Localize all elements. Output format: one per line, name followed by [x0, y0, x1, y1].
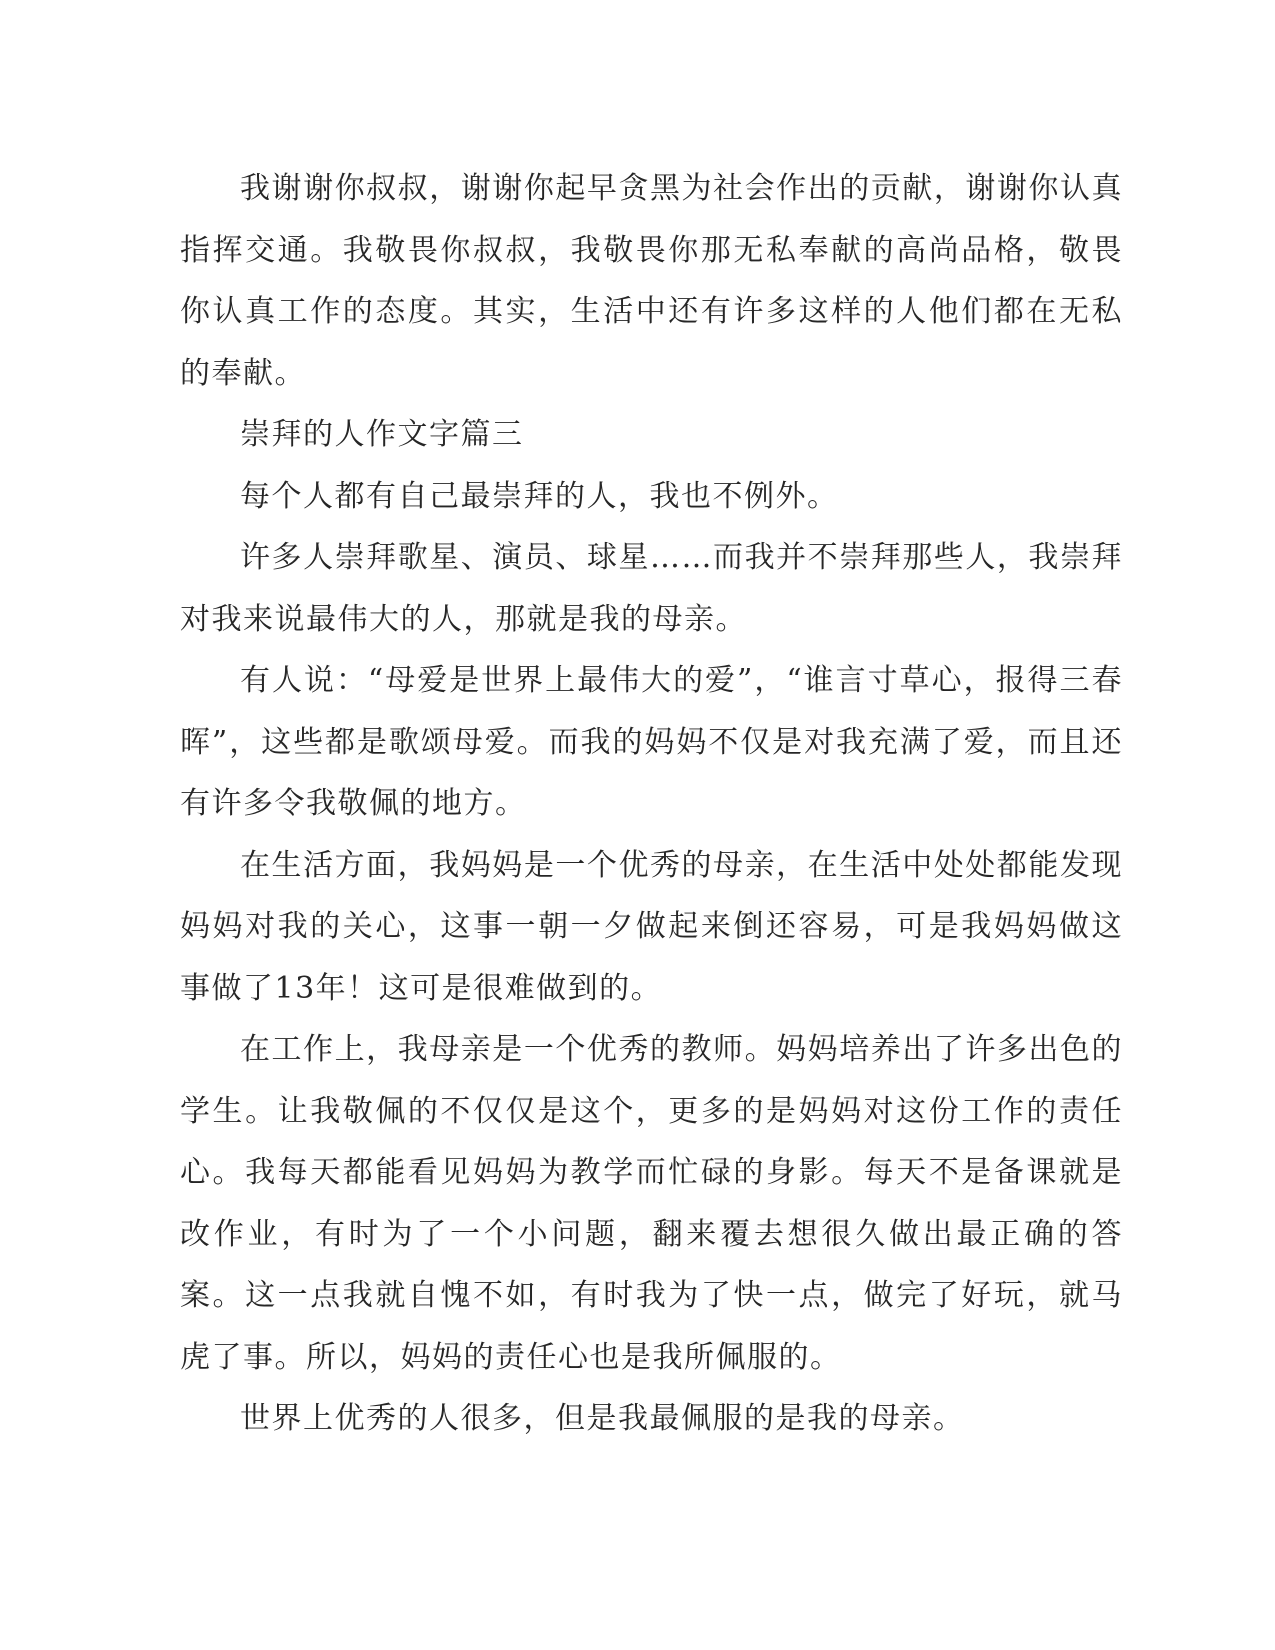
paragraph-work-aspect: 在工作上，我母亲是一个优秀的教师。妈妈培养出了许多出色的学生。让我敬佩的不仅仅是这个，更多的是妈妈对这份工作的责任心。我每天都能看见妈妈为教学而忙碌的身影。每天不是备课就是改作业，有时为了一个小问题，翻来覆去想很久做出最正确的答案。这一点我就自愧不如，有时我为了快一点，做完了好玩，就马虎了事。所以，妈妈的责任心也是我所佩服的。 — [180, 1032, 1123, 1375]
paragraph-mother-love-quotes: 有人说：“母爱是世界上最伟大的爱”，“谁言寸草心，报得三春晖”，这些都是歌颂母爱。而我的妈妈不仅是对我充满了爱，而且还有许多令我敬佩的地方。 — [180, 663, 1123, 821]
paragraph-i-admire-mother: 许多人崇拜歌星、演员、球星……而我并不崇拜那些人，我崇拜对我来说最伟大的人，那就是我的母亲。 — [180, 540, 1123, 637]
paragraph-everyone-admires: 每个人都有自己最崇拜的人，我也不例外。 — [240, 478, 839, 514]
paragraph-conclusion: 世界上优秀的人很多，但是我最佩服的是我的母亲。 — [240, 1401, 965, 1436]
paragraph-gratitude-uncle: 我谢谢你叔叔，谢谢你起早贪黑为社会作出的贡献，谢谢你认真指挥交通。我敬畏你叔叔，我敬畏你那无私奉献的高尚品格，敬畏你认真工作的态度。其实，生活中还有许多这样的人他们都在无私的奉献。 — [180, 171, 1123, 391]
document-body — [180, 158, 1123, 1450]
section-heading: 崇拜的人作文字篇三 — [240, 417, 524, 452]
paragraph-life-aspect: 在生活方面，我妈妈是一个优秀的母亲，在生活中处处都能发现妈妈对我的关心，这事一朝一夕做起来倒还容易，可是我妈妈做这事做了13年！这可是很难做到的。 — [180, 847, 1123, 1006]
